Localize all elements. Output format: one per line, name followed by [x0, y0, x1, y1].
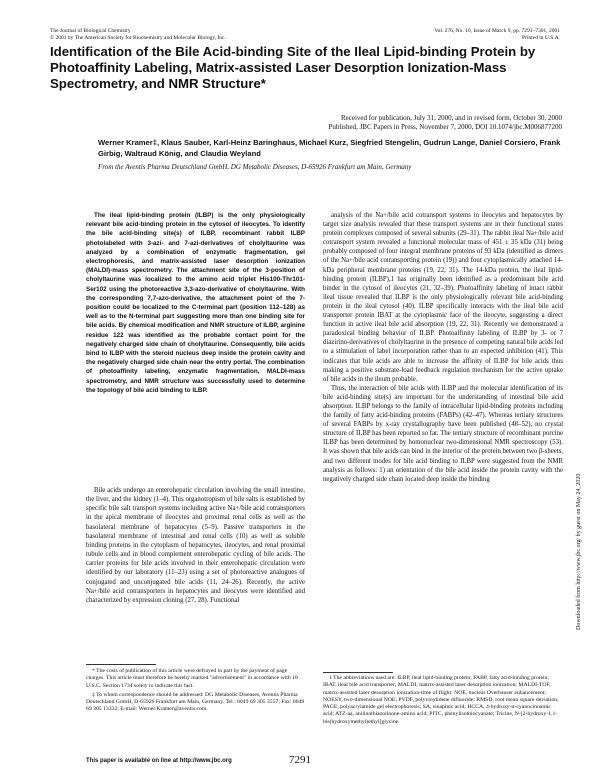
volume-info: Vol. 276, No. 10, Issue of March 9, pp. 7291–7301, 2001	[434, 28, 560, 34]
online-availability-note: This paper is available on line at http://www.jbc.org	[86, 758, 232, 764]
footnote-divider	[323, 672, 393, 673]
received-date: Received for publication, July 31, 2000, and in revised form, October 30, 2000	[340, 114, 562, 122]
footnotes-left	[86, 668, 305, 716]
footnote: 1 The abbreviations used are: ILBP, ileal lipid-binding protein; FABP, fatty acid-binding protein; IBAT, ileal bile acid transporter; MALDI, matrix-assisted laser desorption ionization; MALDI-TOF, matrix-assisted laser desorption ionization-time of flight; NOE, nuclear Overhauser enhancement; NOESY, two-dimensional NOE; PVDF, polyvinylidene difluoride; RMSD, root mean square deviation; PAGE, polyacrylamide gel electrophoresis; SA, sinapinic acid; HCCA, 4-hydroxy-α-cyanocinnamic acid; ATZ-aa, anilinothiazolinone-amino acid; PITC, phenylisothiocyanate; Tricine, N-[2-hydroxy-1,1-bis(hydroxymethyl)ethyl]glycine.	[323, 675, 559, 725]
body-paragraph: Thus, the interaction of bile acids with ILBP and the molecular identification of its bile acid-binding site(s) are important for the understanding of intestinal bile acid absorption. ILBP belongs to the family of intracellular lipid-binding proteins including the family of fatty acid-binding proteins (FABPs) (42–47). Whereas tertiary structures of several FABPs by x-ray crystallography have been published (48–52), no crystal structure of ILBP has been reported so far. The tertiary structure of recombinant porcine ILBP has been determined by homonuclear two-dimensional NMR spectroscopy (53). It was shown that bile acids can bind in the interior of the protein between two β-sheets, and two different modes for bile acid binding to ILBP were suggested from the NMR analysis as follows: 1) an orientation of the bile acid inside the protein cavity with the negatively charged side chain located deep inside the binding	[323, 384, 563, 483]
footnote: * The costs of publication of this article were defrayed in part by the payment of page charges. This article must therefore be hereby marked "advertisement" in accordance with 18 U.S.C. Section 1734 solely to indicate this fact.	[86, 668, 298, 689]
copyright-line: © 2001 by The American Society for Biochemistry and Molecular Biology, Inc.	[50, 35, 226, 41]
header-right	[434, 28, 560, 42]
page-number: 7291	[289, 754, 311, 766]
right-column	[323, 211, 563, 484]
introduction-paragraph: Bile acids undergo an enterohepatic circulation involving the small intestine, the liver, and the kidney (1–4). This organotropism of bile salts is established by specific bile salt transport systems including active Na+/bile acid cotransporters in the apical membrane of ileocytes and proximal renal cells as well as the basolateral membrane of hepatocytes (5–9). Passive transporters in the basolateral membrane of intestinal and renal cells (10) as well as soluble binding proteins in the cytoplasm of hepatocytes, ileocytes, and renal proximal tubule cells and in blood complement enterohepatic cycling of bile acids. The carrier proteins for bile acids involved in their enterohepatic circulation were identified by our laboratory (11–23) using a set of photoreactive analogues of conjugated and unconjugated bile acids (11, 24–26). Recently, the active Na+/bile acid cotransporters in hepatocytes and ileocytes were identified and characterized by expression cloning (27, 28). Functional	[86, 487, 305, 604]
download-watermark-text: Downloaded from http://www.jbc.org/ by guest on May 24, 2020	[576, 473, 582, 630]
footnote-divider	[86, 664, 156, 665]
journal-name: The Journal of Biological Chemistry	[50, 28, 131, 34]
abstract: The ileal lipid-binding protein (ILBP) is the only physiologically relevant bile acid-binding protein in the cytosol of ileocytes. To identify the bile acid-binding site(s) of ILBP, recombinant rabbit ILBP photolabeled with 3-azi- and 7-azi-derivatives of cholyltaurine was analyzed by a combination of enzymatic fragmentation, gel electrophoresis, and matrix-assisted laser desorption ionization (MALDI)-mass spectrometry. The attachment site of the 3-position of cholyltaurine was localized to the amino acid triplet His100-Thr101-Ser102 using the photoreactive 3,3-azo-derivative of cholyltaurine. With the corresponding 7,7-azo-derivative, the attachment point of the 7-position could be localized to the C-terminal part (position 112–128) as well as to the N-terminal part suggesting more than one binding site for bile acids. By chemical modification and NMR structure of ILBP, arginine residue 122 was identified as the probable contact point for the negatively charged side chain of cholyltaurine. Consequently, bile acids bind to ILBP with the steroid nucleus deep inside the protein cavity and the negatively charged side chain near the entry portal. The combination of photoaffinity labeling, enzymatic fragmentation, MALDI-mass spectrometry, and NMR structure was successfully used to determine the topology of bile acid binding to ILBP.	[86, 212, 305, 394]
article-title: Identification of the Bile Acid-binding Site of the Ileal Lipid-binding Protein by Photoaffinity Labeling, Matrix-assisted Laser Desorption Ionization-Mass Spectrometry, and NMR Structure*	[50, 44, 536, 91]
printed-in: Printed in U.S.A.	[521, 35, 560, 41]
footnotes-right	[323, 675, 563, 728]
published-info: Published, JBC Papers in Press, November 7, 2000, DOI 10.1074/jbc.M006877200	[328, 123, 562, 131]
footnote: ‡ To whom correspondence should be addressed: DG Metabolic Diseases, Aventis Pharma Deutschland GmbH, D-65926 Frankfurt am Main, Germany. Tel.: 0049 69 305 3557; Fax: 0049 69 305 13332; E-mail: Werner.Kramer@aventis.com.	[86, 691, 305, 713]
publication-history	[96, 114, 562, 132]
header-left	[50, 28, 226, 42]
author-list: Werner Kramer‡, Klaus Sauber, Karl-Heinz Baringhaus, Michael Kurz, Siegfried Stengelin, Gudrun Lange, Daniel Corsiero, Frank Girbig, Waltraud König, and Claudia Weyland	[98, 138, 561, 158]
affiliation: From the Aventis Pharma Deutschland GmbH, DG Metabolic Diseases, D-65926 Frankfurt am Main, Germany	[98, 163, 412, 171]
body-paragraph: analysis of the Na+/bile acid cotransport systems in ileocytes and hepatocytes by target size analysis revealed that these transport systems are in their functional states protein complexes composed of several subunits (29–31). The rabbit ileal Na+/bile acid cotransport system revealed a functional molecular mass of 451 ± 35 kDa (31) being probably composed of four integral membrane proteins of 93 kDa (identified as dimers of the Na+/bile acid cotransporting protein (19)) and four cytoplasmically attached 14-kDa peripheral membrane proteins (19, 22, 31). The 14-kDa protein, the ileal lipid-binding protein (ILBP),1 has originally been identified as a predominant bile acid binder in the cytosol of ileocytes (21, 32–39). Photoaffinity labeling of intact rabbit ileal tissue revealed that ILBP is the only physiologically relevant bile acid-binding protein in the ileal cytosol (40). ILBP specifically interacts with the ileal bile acid transporter protein IBAT at the cytoplasmic face of the ileocyte, suggesting a direct function in active ileal bile acid absorption (19, 22, 31). Recently we demonstrated a paradoxical binding behavior of ILBP. Photoaffinity labeling of ILBP by 3- or 7 diazirino-derivatives of cholyltaurine in the presence of competing natural bile acids led to a stimulation of label incorporation rather than to an expected inhibition (41). This indicates that bile acids are able to increase the affinity of ILBP for bile acids thus making a positive substrate-load feedback regulation mechanism for the active uptake of bile acids in the ileum probable.	[323, 212, 563, 383]
